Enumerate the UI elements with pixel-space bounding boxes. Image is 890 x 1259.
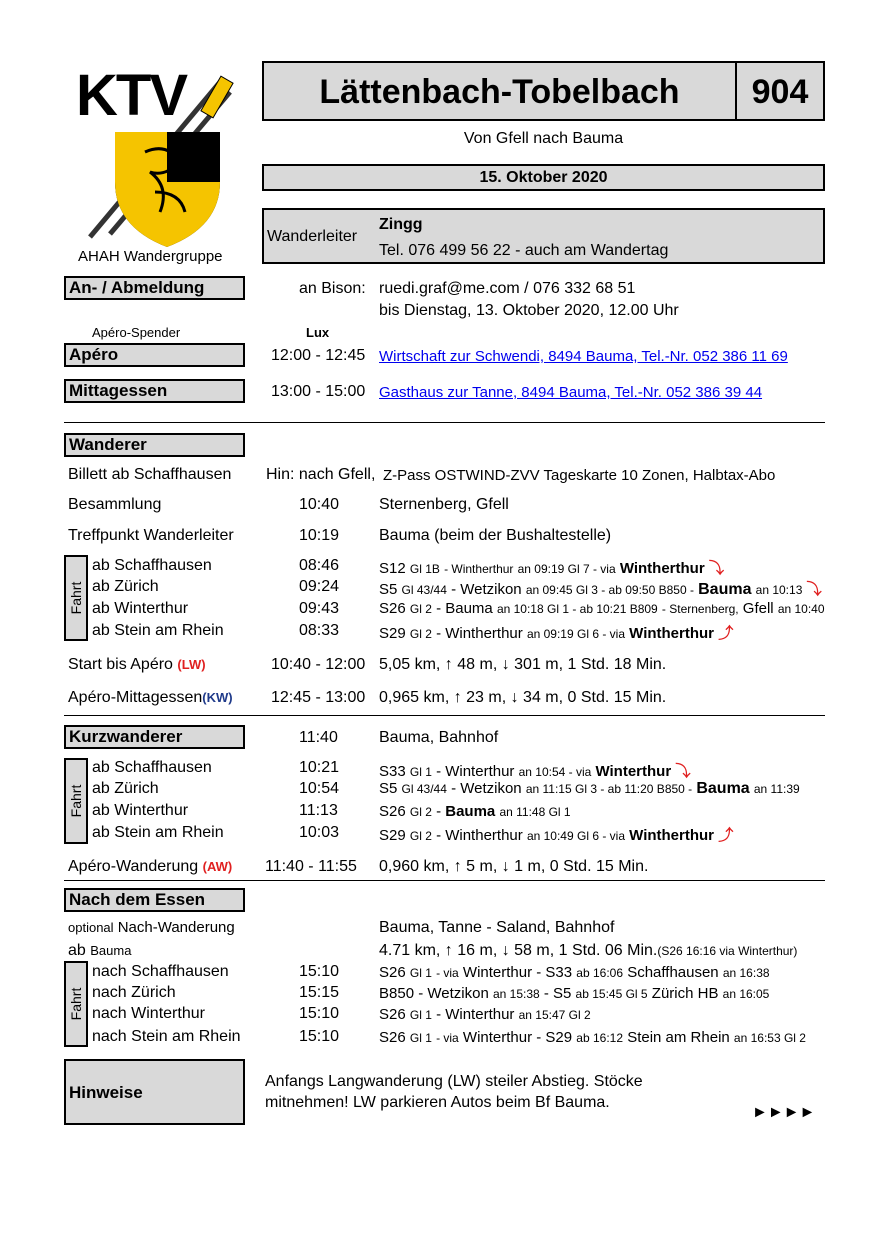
- meet-place: Sternenberg, Gfell: [379, 496, 509, 513]
- title-box: [262, 61, 737, 121]
- hinweise-line-1: Anfangs Langwanderung (LW) steiler Abstieg. Stöcke: [265, 1073, 643, 1090]
- kurz-place: Bauma, Bahnhof: [379, 729, 499, 746]
- w-conn-2: S5 Gl 43/44 - Wetzikon an 09:45 Gl 3 - ab 09:50 B850 - Bauma an 10:13 ⤵: [379, 581, 822, 598]
- k-time-4: 10:03: [299, 824, 340, 841]
- date-box: [262, 164, 825, 191]
- apero-label: Apéro: [64, 343, 245, 367]
- leader-phone: Tel. 076 499 56 22 - auch am Wandertag: [379, 242, 669, 259]
- lunch-label: Mittagessen: [64, 379, 245, 403]
- crest-icon: [70, 62, 240, 252]
- fahrt-box: Fahrt: [64, 555, 88, 641]
- w-time-2: 09:24: [299, 578, 340, 595]
- w-from-3: ab Winterthur: [92, 600, 189, 617]
- logo-text: KTV: [76, 63, 186, 128]
- hinweise-box: [64, 1059, 245, 1125]
- leader-box: [262, 208, 825, 264]
- arrow-up-icon: ⤴: [718, 827, 734, 844]
- registration-deadline: bis Dienstag, 13. Oktober 2020, 12.00 Uhr: [379, 302, 679, 319]
- divider: [64, 422, 825, 423]
- treff-label: Treffpunkt Wanderleiter: [68, 527, 234, 544]
- aw-time: 11:40 - 11:55: [265, 858, 357, 875]
- a-time-4: 15:10: [299, 1028, 340, 1045]
- ab-label: ab Bauma: [68, 942, 132, 959]
- subtitle: Von Gfell nach Bauma: [463, 130, 624, 147]
- start-stats: 5,05 km, ↑ 48 m, ↓ 301 m, 1 Std. 18 Min.: [379, 656, 667, 673]
- start-label: Start bis Apéro (LW): [68, 656, 206, 673]
- apero-sponsor-label: Apéro-Spender: [92, 325, 181, 340]
- ticket-b: Z-Pass OSTWIND-ZVV Tageskarte 10 Zonen, Halbtax-Abo: [383, 467, 776, 484]
- k-from-3: ab Winterthur: [92, 802, 189, 819]
- page-title: Lättenbach-Tobelbach: [319, 73, 680, 111]
- a-time-1: 15:10: [299, 963, 340, 980]
- divider: [64, 715, 825, 716]
- apero-time: 12:00 - 12:45: [271, 347, 366, 364]
- w-conn-1: S12 Gl 1B - Wintherthur an 09:19 Gl 7 - via Wintherthur ⤵: [379, 560, 724, 577]
- opt-place: Bauma, Tanne - Saland, Bahnhof: [379, 919, 615, 936]
- a-to-1: nach Schaffhausen: [92, 963, 229, 980]
- meet-time: 10:40: [299, 496, 340, 513]
- fahrt-box: Fahrt: [64, 961, 88, 1047]
- k-conn-1: S33 Gl 1 - Winterthur an 10:54 - via Winterthur ⤵: [379, 763, 691, 780]
- k-from-4: ab Stein am Rhein: [92, 824, 224, 841]
- k-time-3: 11:13: [299, 802, 338, 819]
- w-from-4: ab Stein am Rhein: [92, 622, 224, 639]
- opt-label: optional Nach-Wanderung: [68, 919, 235, 936]
- k-from-2: ab Zürich: [92, 780, 159, 797]
- w-conn-4: S29 Gl 2 - Wintherthur an 09:19 Gl 6 - via Wintherthur ⤴: [379, 625, 734, 642]
- a-time-2: 15:15: [299, 984, 340, 1001]
- treff-time: 10:19: [299, 527, 340, 544]
- opt-stats: 4.71 km, ↑ 16 m, ↓ 58 m, 1 Std. 06 Min.(S26 16:16 via Winterthur): [379, 942, 798, 959]
- a-time-3: 15:10: [299, 1005, 340, 1022]
- treff-place: Bauma (beim der Bushaltestelle): [379, 527, 612, 544]
- hinweise-line-2: mitnehmen! LW parkieren Autos beim Bf Bauma.: [265, 1094, 610, 1111]
- a-conn-4: S26 Gl 1 - via Winterthur - S29 ab 16:12 Stein am Rhein an 16:53 Gl 2: [379, 1029, 806, 1046]
- apero-sponsor-name: Lux: [306, 325, 330, 340]
- start-time: 10:40 - 12:00: [271, 656, 366, 673]
- am-stats: 0,965 km, ↑ 23 m, ↓ 34 m, 0 Std. 15 Min.: [379, 689, 667, 706]
- a-to-3: nach Winterthur: [92, 1005, 205, 1022]
- registration-to: an Bison:: [299, 280, 366, 297]
- am-label: Apéro-Mittagessen(KW): [68, 689, 233, 706]
- number-box: [735, 61, 825, 121]
- a-to-2: nach Zürich: [92, 984, 176, 1001]
- w-from-1: ab Schaffhausen: [92, 557, 212, 574]
- w-from-2: ab Zürich: [92, 578, 159, 595]
- meet-label: Besammlung: [68, 496, 162, 513]
- arrow-down-icon: ⤵: [708, 560, 724, 577]
- k-conn-2: S5 Gl 43/44 - Wetzikon an 11:15 Gl 3 - ab 11:20 B850 - Bauma an 11:39: [379, 780, 800, 797]
- logo: [70, 62, 240, 272]
- wanderer-label: Wanderer: [64, 433, 245, 457]
- w-time-3: 09:43: [299, 600, 340, 617]
- leader-label: Wanderleiter: [267, 228, 358, 245]
- kurz-time: 11:40: [299, 729, 338, 746]
- date: 15. Oktober 2020: [479, 169, 608, 186]
- ticket-a: Hin: nach Gfell,: [266, 466, 376, 483]
- logo-subtitle: AHAH Wandergruppe: [78, 248, 223, 265]
- k-time-2: 10:54: [299, 780, 340, 797]
- fahrt-box: Fahrt: [64, 758, 88, 844]
- w-conn-3: S26 Gl 2 - Bauma an 10:18 Gl 1 - ab 10:21 B809 - Sternenberg, Gfell an 10:40: [379, 600, 825, 617]
- a-to-4: nach Stein am Rhein: [92, 1028, 241, 1045]
- kurz-label: Kurzwanderer: [64, 725, 245, 749]
- aw-label: Apéro-Wanderung (AW): [68, 858, 233, 875]
- k-time-1: 10:21: [299, 759, 340, 776]
- a-conn-2: B850 - Wetzikon an 15:38 - S5 ab 15:45 Gl 5 Zürich HB an 16:05: [379, 985, 770, 1002]
- a-conn-1: S26 Gl 1 - via Winterthur - S33 ab 16:06 Schaffhausen an 16:38: [379, 964, 770, 981]
- k-conn-3: S26 Gl 2 - Bauma an 11:48 Gl 1: [379, 803, 571, 820]
- a-conn-3: S26 Gl 1 - Winterthur an 15:47 Gl 2: [379, 1006, 591, 1023]
- lunch-time: 13:00 - 15:00: [271, 383, 366, 400]
- tour-number: 904: [751, 73, 809, 111]
- after-label: Nach dem Essen: [64, 888, 245, 912]
- w-time-1: 08:46: [299, 557, 340, 574]
- arrow-up-icon: ⤴: [718, 625, 734, 642]
- ticket-label: Billett ab Schaffhausen: [68, 466, 232, 483]
- w-time-4: 08:33: [299, 622, 340, 639]
- registration-contact: ruedi.graf@me.com / 076 332 68 51: [379, 280, 636, 297]
- hinweise-label: Hinweise: [69, 1083, 143, 1102]
- am-time: 12:45 - 13:00: [271, 689, 366, 706]
- k-conn-4: S29 Gl 2 - Wintherthur an 10:49 Gl 6 - via Wintherthur ⤴: [379, 827, 734, 844]
- lunch-link[interactable]: Gasthaus zur Tanne, 8494 Bauma, Tel.-Nr. 052 386 39 44: [379, 384, 763, 401]
- aw-stats: 0,960 km, ↑ 5 m, ↓ 1 m, 0 Std. 15 Min.: [379, 858, 649, 875]
- arrow-down-icon: ⤵: [806, 581, 822, 598]
- k-from-1: ab Schaffhausen: [92, 759, 212, 776]
- registration-label: An- / Abmeldung: [64, 276, 245, 300]
- next-page-arrows-icon: ►►►►: [752, 1104, 816, 1121]
- leader-name: Zingg: [379, 216, 423, 233]
- arrow-down-icon: ⤵: [675, 763, 691, 780]
- divider: [64, 880, 825, 881]
- apero-link[interactable]: Wirtschaft zur Schwendi, 8494 Bauma, Tel.-Nr. 052 386 11 69: [379, 348, 788, 365]
